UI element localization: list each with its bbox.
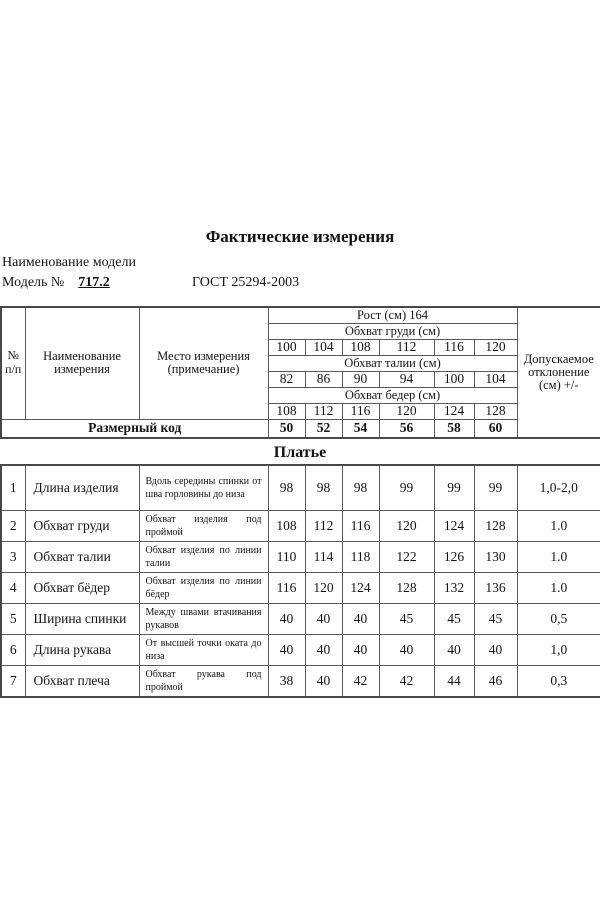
size-grid-table — [0, 306, 600, 439]
measurement-name: Обхват груди — [25, 511, 139, 542]
chest-value: 116 — [434, 339, 474, 355]
model-number-value: 717.2 — [78, 274, 110, 290]
measurement-value: 45 — [379, 604, 434, 635]
measurement-value: 40 — [268, 604, 305, 635]
waist-value: 82 — [268, 371, 305, 387]
measurement-name: Обхват бёдер — [25, 573, 139, 604]
measurement-row — [1, 573, 600, 604]
waist-value: 100 — [434, 371, 474, 387]
row-num: 1 — [1, 465, 25, 511]
measurement-value: 98 — [305, 465, 342, 511]
measurement-value: 44 — [434, 666, 474, 698]
measurement-value: 116 — [342, 511, 379, 542]
hips-value: 108 — [268, 403, 305, 419]
measurement-value: 40 — [268, 635, 305, 666]
hips-value: 112 — [305, 403, 342, 419]
measurement-value: 124 — [342, 573, 379, 604]
measurement-value: 98 — [342, 465, 379, 511]
chest-value: 120 — [474, 339, 517, 355]
measurement-value: 38 — [268, 666, 305, 698]
row-num: 7 — [1, 666, 25, 698]
page-title: Фактические измерения — [205, 227, 395, 246]
measurement-value: 45 — [474, 604, 517, 635]
size-code-value: 54 — [342, 419, 379, 438]
measurement-tolerance: 1,0 — [517, 635, 600, 666]
row-num: 6 — [1, 635, 25, 666]
col-header-num: № п/п — [1, 307, 25, 420]
measurement-name: Длина изделия — [25, 465, 139, 511]
row-num: 5 — [1, 604, 25, 635]
measurement-place: Вдоль середины спинки от шва горловины до низа — [139, 465, 268, 511]
measurement-place: Обхват изделия под проймой — [139, 511, 268, 542]
measurement-name: Ширина спинки — [25, 604, 139, 635]
waist-value: 86 — [305, 371, 342, 387]
col-header-tolerance: Допускаемое отклонение (см) +/- — [517, 307, 600, 438]
hips-group-label: Обхват бедер (см) — [268, 387, 517, 403]
chest-group-label: Обхват груди (см) — [268, 323, 517, 339]
size-code-row — [1, 419, 600, 438]
measurement-value: 120 — [379, 511, 434, 542]
measurement-value: 40 — [305, 604, 342, 635]
measurement-value: 126 — [434, 542, 474, 573]
measurement-row — [1, 465, 600, 511]
measurement-value: 136 — [474, 573, 517, 604]
measurement-value: 42 — [342, 666, 379, 698]
size-code-value: 50 — [268, 419, 305, 438]
measurement-value: 40 — [342, 604, 379, 635]
measurement-value: 46 — [474, 666, 517, 698]
measurement-value: 128 — [379, 573, 434, 604]
row-num: 4 — [1, 573, 25, 604]
measurements-table — [0, 464, 600, 698]
waist-value: 94 — [379, 371, 434, 387]
measurement-value: 116 — [268, 573, 305, 604]
measurement-place: Обхват изделия по линии бёдер — [139, 573, 268, 604]
measurement-value: 118 — [342, 542, 379, 573]
measurement-value: 132 — [434, 573, 474, 604]
measurement-value: 99 — [379, 465, 434, 511]
measurement-place: Между швами втачивания рукавов — [139, 604, 268, 635]
model-line — [2, 275, 600, 294]
chest-value: 112 — [379, 339, 434, 355]
measurement-value: 40 — [474, 635, 517, 666]
measurement-row — [1, 635, 600, 666]
measurement-tolerance: 1,0-2,0 — [517, 465, 600, 511]
measurement-name: Обхват плеча — [25, 666, 139, 698]
measurement-value: 120 — [305, 573, 342, 604]
waist-value: 104 — [474, 371, 517, 387]
measurement-value: 40 — [305, 666, 342, 698]
measurement-tolerance: 1.0 — [517, 511, 600, 542]
measurement-name: Обхват талии — [25, 542, 139, 573]
measurement-value: 110 — [268, 542, 305, 573]
measurement-tolerance: 1.0 — [517, 573, 600, 604]
measurement-value: 40 — [305, 635, 342, 666]
size-code-value: 60 — [474, 419, 517, 438]
measurement-row — [1, 511, 600, 542]
chest-value: 100 — [268, 339, 305, 355]
measurement-tolerance: 1.0 — [517, 542, 600, 573]
size-code-value: 58 — [434, 419, 474, 438]
measurement-place: Обхват изделия по линии талии — [139, 542, 268, 573]
measurement-value: 98 — [268, 465, 305, 511]
waist-value: 90 — [342, 371, 379, 387]
measurement-value: 40 — [342, 635, 379, 666]
measurement-value: 42 — [379, 666, 434, 698]
size-code-value: 56 — [379, 419, 434, 438]
measurement-tolerance: 0,3 — [517, 666, 600, 698]
measurement-value: 99 — [434, 465, 474, 511]
measurement-value: 128 — [474, 511, 517, 542]
chest-value: 104 — [305, 339, 342, 355]
hips-value: 128 — [474, 403, 517, 419]
measurement-value: 40 — [434, 635, 474, 666]
measurement-value: 130 — [474, 542, 517, 573]
measurement-value: 99 — [474, 465, 517, 511]
model-number-label: Модель № — [2, 274, 65, 290]
size-code-label: Размерный код — [1, 419, 268, 438]
measurement-place: Обхват рукава под проймой — [139, 666, 268, 698]
measurement-value: 45 — [434, 604, 474, 635]
hips-value: 124 — [434, 403, 474, 419]
measurement-place: От высшей точки оката до низа — [139, 635, 268, 666]
size-code-value: 52 — [305, 419, 342, 438]
row-num: 3 — [1, 542, 25, 573]
measurement-tolerance: 0,5 — [517, 604, 600, 635]
row-num: 2 — [1, 511, 25, 542]
chest-value: 108 — [342, 339, 379, 355]
model-name-label: Наименование модели — [2, 254, 136, 270]
measurement-value: 108 — [268, 511, 305, 542]
measurement-value: 112 — [305, 511, 342, 542]
hips-value: 120 — [379, 403, 434, 419]
waist-group-label: Обхват талии (см) — [268, 355, 517, 371]
hips-value: 116 — [342, 403, 379, 419]
height-row-label: Рост (см) 164 — [268, 307, 517, 324]
col-header-name: Наименование измерения — [25, 307, 139, 420]
measurement-value: 124 — [434, 511, 474, 542]
measurement-row — [1, 604, 600, 635]
gost-number: ГОСТ 25294-2003 — [192, 274, 300, 290]
measurement-value: 114 — [305, 542, 342, 573]
measurement-value: 122 — [379, 542, 434, 573]
measurement-name: Длина рукава — [25, 635, 139, 666]
measurement-row — [1, 542, 600, 573]
measurement-value: 40 — [379, 635, 434, 666]
col-header-place: Место измерения (примечание) — [139, 307, 268, 420]
measurement-row — [1, 666, 600, 698]
dress-section-title: Платье — [273, 443, 327, 461]
